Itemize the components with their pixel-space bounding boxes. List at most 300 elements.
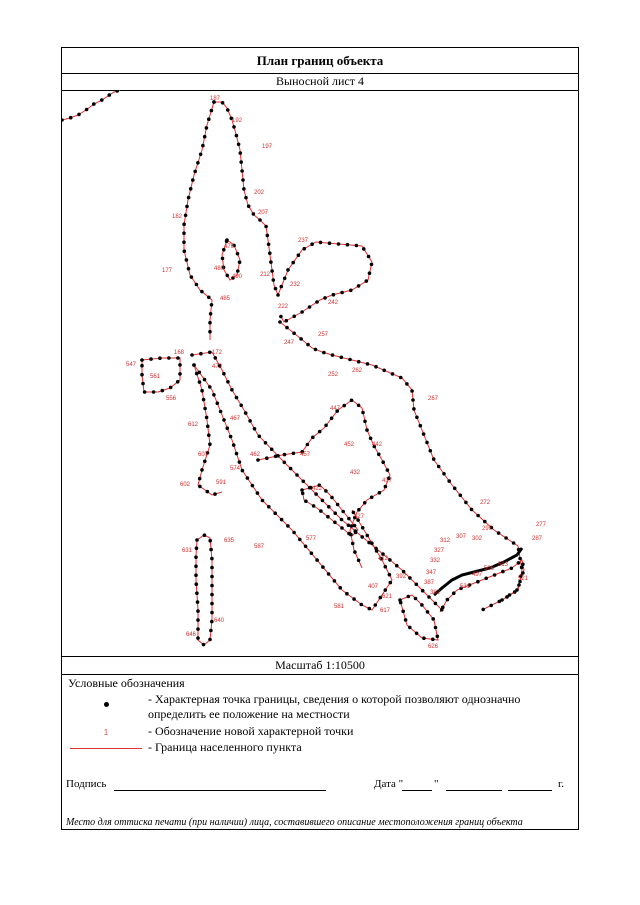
boundary-point bbox=[446, 598, 450, 602]
boundary-point bbox=[190, 353, 194, 357]
boundary-point bbox=[337, 242, 341, 246]
boundary-point bbox=[395, 564, 399, 568]
boundary-point bbox=[256, 458, 260, 462]
boundary-point bbox=[202, 643, 206, 647]
boundary-point bbox=[419, 424, 423, 428]
boundary-point bbox=[239, 160, 243, 164]
boundary-point bbox=[345, 592, 349, 596]
boundary-point bbox=[182, 231, 186, 235]
boundary-point bbox=[425, 441, 429, 445]
boundary-point bbox=[221, 101, 225, 105]
boundary-point bbox=[370, 496, 374, 500]
legend-title: Условные обозначения bbox=[68, 676, 185, 690]
boundary-point bbox=[292, 315, 296, 319]
boundary-point bbox=[198, 477, 202, 481]
boundary-point bbox=[493, 573, 497, 577]
boundary-point bbox=[415, 583, 419, 587]
boundary-point bbox=[77, 113, 81, 117]
label-387: 387 bbox=[424, 580, 435, 586]
label-182: 182 bbox=[172, 214, 183, 220]
boundary-point bbox=[246, 476, 250, 480]
boundary-point bbox=[264, 225, 268, 229]
date-label: Дата " bbox=[374, 778, 404, 790]
label-222: 222 bbox=[278, 304, 289, 310]
boundary-point bbox=[195, 538, 199, 542]
boundary-point bbox=[404, 618, 408, 622]
boundary-point bbox=[210, 109, 214, 113]
boundary-point bbox=[182, 240, 186, 244]
boundary-point bbox=[195, 372, 199, 376]
boundary-point bbox=[414, 597, 418, 601]
label-427: 427 bbox=[354, 514, 365, 520]
boundary-point bbox=[370, 263, 374, 267]
boundary-point bbox=[415, 416, 419, 420]
boundary-point bbox=[355, 244, 359, 248]
page-title: План границ объекта bbox=[62, 48, 578, 74]
boundary-point bbox=[518, 557, 522, 561]
boundary-point bbox=[240, 169, 244, 173]
label-232: 232 bbox=[290, 282, 301, 288]
boundary-point bbox=[374, 365, 378, 369]
boundary-point bbox=[410, 389, 414, 393]
label-626: 626 bbox=[428, 644, 439, 650]
boundary-point bbox=[200, 290, 204, 294]
boundary-point bbox=[298, 538, 302, 542]
boundary-point bbox=[453, 487, 457, 491]
boundary-point-icon bbox=[104, 702, 109, 707]
boundary-point bbox=[470, 508, 474, 512]
boundary-point bbox=[278, 320, 282, 324]
boundary-point bbox=[464, 501, 468, 505]
boundary-point bbox=[222, 372, 226, 376]
boundary-point bbox=[407, 595, 411, 599]
boundary-point bbox=[141, 382, 145, 386]
boundary-point bbox=[353, 550, 357, 554]
boundary-point bbox=[321, 565, 325, 569]
boundary-point bbox=[415, 632, 419, 636]
signature-line[interactable] bbox=[114, 790, 326, 791]
boundary-point bbox=[340, 526, 344, 530]
boundary-point bbox=[210, 611, 214, 615]
boundary-point bbox=[196, 600, 200, 604]
boundary-point bbox=[236, 252, 240, 256]
label-412: 412 bbox=[378, 556, 389, 562]
boundary-point bbox=[327, 505, 331, 509]
boundary-point bbox=[100, 98, 104, 102]
boundary-point bbox=[285, 326, 289, 330]
signature-label: Подпись bbox=[66, 778, 107, 790]
boundary-point bbox=[196, 636, 200, 640]
boundary-point bbox=[239, 151, 243, 155]
boundary-point bbox=[437, 465, 441, 469]
boundary-point bbox=[521, 571, 525, 575]
boundary-point bbox=[210, 566, 214, 570]
boundary-point bbox=[324, 424, 328, 428]
boundary-point bbox=[261, 499, 265, 503]
boundary-point bbox=[382, 369, 386, 373]
boundary-point bbox=[331, 353, 335, 357]
label-447: 447 bbox=[330, 406, 341, 412]
label-556: 556 bbox=[166, 396, 177, 402]
legend-new-point-text: - Обозначение новой характерной точки bbox=[148, 724, 354, 738]
boundary-point bbox=[205, 416, 209, 420]
label-262: 262 bbox=[352, 368, 363, 374]
boundary-point bbox=[210, 557, 214, 561]
boundary-point bbox=[208, 442, 212, 446]
label-237: 237 bbox=[298, 238, 309, 244]
boundary-point bbox=[229, 435, 233, 439]
boundary-point bbox=[368, 607, 372, 611]
boundary-point bbox=[347, 517, 351, 521]
boundary-point bbox=[512, 541, 516, 545]
boundary-point bbox=[500, 598, 504, 602]
boundary-point bbox=[365, 428, 369, 432]
boundary-point bbox=[236, 269, 240, 273]
boundary-point bbox=[283, 461, 287, 465]
boundary-point bbox=[201, 144, 205, 148]
boundary-line-icon bbox=[70, 748, 142, 749]
boundary-point bbox=[286, 268, 290, 272]
boundary-point bbox=[207, 433, 211, 437]
boundary-point bbox=[192, 363, 196, 367]
plan-sheet bbox=[61, 47, 579, 830]
boundary-point bbox=[365, 279, 369, 283]
boundary-point bbox=[206, 490, 210, 494]
boundary-point bbox=[342, 404, 346, 408]
boundary-point bbox=[203, 460, 207, 464]
boundary-point bbox=[327, 572, 331, 576]
label-631: 631 bbox=[182, 548, 193, 554]
boundary-point bbox=[196, 627, 200, 631]
boundary-point bbox=[310, 551, 314, 555]
boundary-point bbox=[207, 296, 211, 300]
label-327: 327 bbox=[434, 548, 445, 554]
boundary-point bbox=[336, 503, 340, 507]
boundary-point bbox=[265, 456, 269, 460]
boundary-point bbox=[219, 410, 223, 414]
label-177: 177 bbox=[162, 268, 173, 274]
boundary-point bbox=[267, 243, 271, 247]
boundary-point bbox=[381, 460, 385, 464]
boundary-point bbox=[401, 610, 405, 614]
boundary-point bbox=[374, 603, 378, 607]
boundary-point bbox=[352, 597, 356, 601]
boundary-point bbox=[208, 638, 212, 642]
boundary-point bbox=[207, 117, 211, 121]
boundary-point bbox=[253, 427, 257, 431]
date-quote: " bbox=[434, 778, 439, 790]
boundary-point bbox=[332, 293, 336, 297]
boundary-point bbox=[319, 509, 323, 513]
boundary-point bbox=[388, 573, 392, 577]
label-640: 640 bbox=[214, 618, 225, 624]
boundary-point bbox=[252, 212, 256, 216]
boundary-point bbox=[321, 499, 325, 503]
date-month-field[interactable] bbox=[446, 790, 502, 791]
boundary-point bbox=[515, 588, 519, 592]
boundary-point bbox=[194, 564, 198, 568]
label-531: 531 bbox=[460, 584, 471, 590]
boundary-point bbox=[299, 337, 303, 341]
boundary-point bbox=[178, 363, 182, 367]
boundary-point bbox=[187, 196, 191, 200]
label-252: 252 bbox=[328, 372, 339, 378]
boundary-point bbox=[322, 351, 326, 355]
boundary-point bbox=[140, 373, 144, 377]
boundary-point bbox=[459, 494, 463, 498]
boundary-point bbox=[292, 452, 296, 456]
boundary-point bbox=[348, 358, 352, 362]
boundary-point bbox=[206, 425, 210, 429]
boundary-point bbox=[108, 93, 112, 97]
date-year-field[interactable] bbox=[508, 790, 552, 791]
boundary-point bbox=[203, 378, 207, 382]
boundary-point bbox=[196, 161, 200, 165]
boundary-point bbox=[143, 390, 147, 394]
boundary-point bbox=[405, 382, 409, 386]
boundary-point bbox=[283, 277, 287, 281]
boundary-point bbox=[222, 418, 226, 422]
label-197: 197 bbox=[262, 144, 273, 150]
boundary-point bbox=[195, 591, 199, 595]
boundary-point bbox=[226, 380, 230, 384]
boundary-point bbox=[208, 330, 212, 334]
boundary-point bbox=[432, 457, 436, 461]
boundary-point bbox=[521, 563, 525, 567]
boundary-point bbox=[276, 293, 280, 297]
label-187: 187 bbox=[210, 96, 221, 102]
boundary-point bbox=[361, 411, 365, 415]
boundary-point bbox=[178, 372, 182, 376]
label-347: 347 bbox=[426, 570, 437, 576]
boundary-point bbox=[386, 468, 390, 472]
boundary-point bbox=[85, 108, 89, 112]
boundary-point bbox=[366, 534, 370, 538]
boundary-point bbox=[203, 135, 207, 139]
label-602: 602 bbox=[180, 482, 191, 488]
boundary-point bbox=[232, 125, 236, 129]
boundary-point bbox=[315, 558, 319, 562]
boundary-map[interactable] bbox=[62, 90, 578, 656]
label-587: 587 bbox=[254, 544, 265, 550]
boundary-point bbox=[304, 499, 308, 503]
boundary-point bbox=[270, 448, 274, 452]
boundary-point bbox=[167, 356, 171, 360]
boundary-point bbox=[209, 548, 213, 552]
label-332: 332 bbox=[430, 558, 441, 564]
boundary-point bbox=[158, 356, 162, 360]
boundary-point bbox=[303, 247, 307, 251]
label-392: 392 bbox=[396, 574, 407, 580]
label-581: 581 bbox=[334, 604, 345, 610]
stamp-note: Место для оттиска печати (при наличии) лица, составившего описание местоположения границ объекта bbox=[66, 817, 523, 828]
boundary-point bbox=[340, 356, 344, 360]
boundary-point bbox=[196, 618, 200, 622]
label-437: 437 bbox=[382, 478, 393, 484]
boundary-point bbox=[161, 389, 165, 393]
boundary-point bbox=[258, 435, 262, 439]
boundary-segment-diagonal-band-inner bbox=[194, 365, 392, 610]
label-312: 312 bbox=[440, 538, 451, 544]
boundary-point bbox=[247, 204, 251, 208]
label-577: 577 bbox=[306, 536, 317, 542]
boundary-point bbox=[202, 398, 206, 402]
boundary-point bbox=[347, 524, 351, 528]
label-422: 422 bbox=[312, 486, 323, 492]
boundary-point bbox=[315, 300, 319, 304]
boundary-point bbox=[366, 362, 370, 366]
label-452: 452 bbox=[344, 442, 355, 448]
boundary-point bbox=[152, 390, 156, 394]
boundary-point bbox=[208, 385, 212, 389]
boundary-point bbox=[308, 305, 312, 309]
boundary-point bbox=[270, 269, 274, 273]
boundary-point bbox=[389, 581, 393, 585]
boundary-point bbox=[238, 460, 242, 464]
boundary-point bbox=[350, 399, 354, 403]
boundary-point bbox=[302, 480, 306, 484]
label-591: 591 bbox=[216, 480, 227, 486]
boundary-point bbox=[283, 453, 287, 457]
boundary-point bbox=[362, 247, 366, 251]
boundary-point bbox=[235, 452, 239, 456]
boundary-point bbox=[375, 549, 379, 553]
boundary-point bbox=[62, 118, 64, 122]
boundary-point bbox=[310, 242, 314, 246]
label-476: 476 bbox=[224, 244, 235, 250]
boundary-point bbox=[244, 411, 248, 415]
boundary-point bbox=[369, 437, 373, 441]
boundary-point bbox=[274, 455, 278, 459]
boundary-point bbox=[285, 319, 289, 323]
label-617: 617 bbox=[380, 608, 391, 614]
boundary-point bbox=[434, 626, 438, 630]
label-462: 462 bbox=[250, 452, 261, 458]
boundary-point bbox=[149, 357, 153, 361]
boundary-point bbox=[210, 584, 214, 588]
boundary-point bbox=[441, 606, 445, 610]
boundary-point bbox=[193, 170, 197, 174]
boundary-point bbox=[333, 579, 337, 583]
boundary-point bbox=[497, 531, 501, 535]
boundary-point bbox=[517, 561, 521, 565]
boundary-point bbox=[248, 419, 252, 423]
boundary-point bbox=[484, 577, 488, 581]
boundary-point bbox=[346, 243, 350, 247]
boundary-point bbox=[242, 187, 246, 191]
boundary-point bbox=[196, 609, 200, 613]
boundary-point bbox=[69, 116, 73, 120]
boundary-point bbox=[226, 108, 230, 112]
label-574: 574 bbox=[230, 466, 241, 472]
boundary-point bbox=[280, 518, 284, 522]
label-506: 506 bbox=[484, 566, 495, 572]
boundary-point bbox=[319, 241, 323, 245]
boundary-point bbox=[411, 398, 415, 402]
boundary-point bbox=[195, 546, 199, 550]
boundary-point bbox=[399, 376, 403, 380]
boundary-point bbox=[357, 284, 361, 288]
boundary-point bbox=[189, 187, 193, 191]
boundary-point bbox=[340, 291, 344, 295]
boundary-point bbox=[312, 504, 316, 508]
boundary-point bbox=[314, 348, 318, 352]
boundary-point bbox=[420, 603, 424, 607]
boundary-point bbox=[199, 153, 203, 157]
boundary-point bbox=[399, 601, 403, 605]
boundary-point bbox=[338, 586, 342, 590]
boundary-point bbox=[209, 312, 213, 316]
boundary-point bbox=[286, 524, 290, 528]
boundary-point bbox=[431, 638, 435, 642]
boundary-point bbox=[205, 126, 209, 130]
boundary-point bbox=[268, 251, 272, 255]
boundary-point bbox=[251, 484, 255, 488]
date-day-field[interactable] bbox=[402, 790, 432, 791]
boundary-point bbox=[328, 241, 332, 245]
boundary-point bbox=[391, 372, 395, 376]
label-212: 212 bbox=[260, 272, 271, 278]
boundary-point bbox=[280, 285, 284, 289]
boundary-point bbox=[187, 267, 191, 271]
boundary-point bbox=[185, 258, 189, 262]
boundary-point bbox=[272, 278, 276, 282]
boundary-point bbox=[434, 602, 438, 606]
label-172: 172 bbox=[212, 350, 223, 356]
boundary-point bbox=[510, 567, 514, 571]
boundary-point bbox=[311, 436, 315, 440]
boundary-point bbox=[422, 636, 426, 640]
boundary-point bbox=[210, 602, 214, 606]
boundary-point bbox=[368, 271, 372, 275]
boundary-point bbox=[431, 617, 435, 621]
boundary-point bbox=[489, 604, 493, 608]
boundary-point bbox=[426, 610, 430, 614]
boundary-point bbox=[176, 380, 180, 384]
boundary-point bbox=[357, 360, 361, 364]
boundary-point bbox=[341, 510, 345, 514]
boundary-point bbox=[384, 565, 388, 569]
label-490: 490 bbox=[232, 274, 243, 280]
boundary-point bbox=[447, 479, 451, 483]
boundary-point bbox=[212, 393, 216, 397]
boundary-point bbox=[333, 511, 337, 515]
label-480: 480 bbox=[214, 266, 225, 272]
date-suffix: г. bbox=[558, 778, 565, 790]
boundary-point bbox=[326, 515, 330, 519]
boundary-point bbox=[314, 492, 318, 496]
boundary-point bbox=[226, 274, 230, 278]
boundary-segment-547 bbox=[142, 358, 180, 392]
map-scale: Масштаб 1:10500 bbox=[62, 656, 578, 675]
label-646: 646 bbox=[186, 632, 197, 638]
boundary-point bbox=[264, 441, 268, 445]
label-497: 497 bbox=[472, 572, 483, 578]
boundary-point bbox=[300, 310, 304, 314]
boundary-point bbox=[347, 532, 351, 536]
label-297: 297 bbox=[482, 526, 493, 532]
boundary-point bbox=[300, 488, 304, 492]
point-labels bbox=[126, 96, 547, 650]
label-485: 485 bbox=[220, 296, 231, 302]
boundary-point bbox=[357, 404, 361, 408]
boundary-point bbox=[198, 485, 202, 489]
label-612: 612 bbox=[188, 422, 199, 428]
boundary-point bbox=[363, 420, 367, 424]
new-point-symbol: 1 bbox=[103, 728, 109, 737]
boundary-point bbox=[301, 492, 305, 496]
label-457: 457 bbox=[300, 452, 311, 458]
